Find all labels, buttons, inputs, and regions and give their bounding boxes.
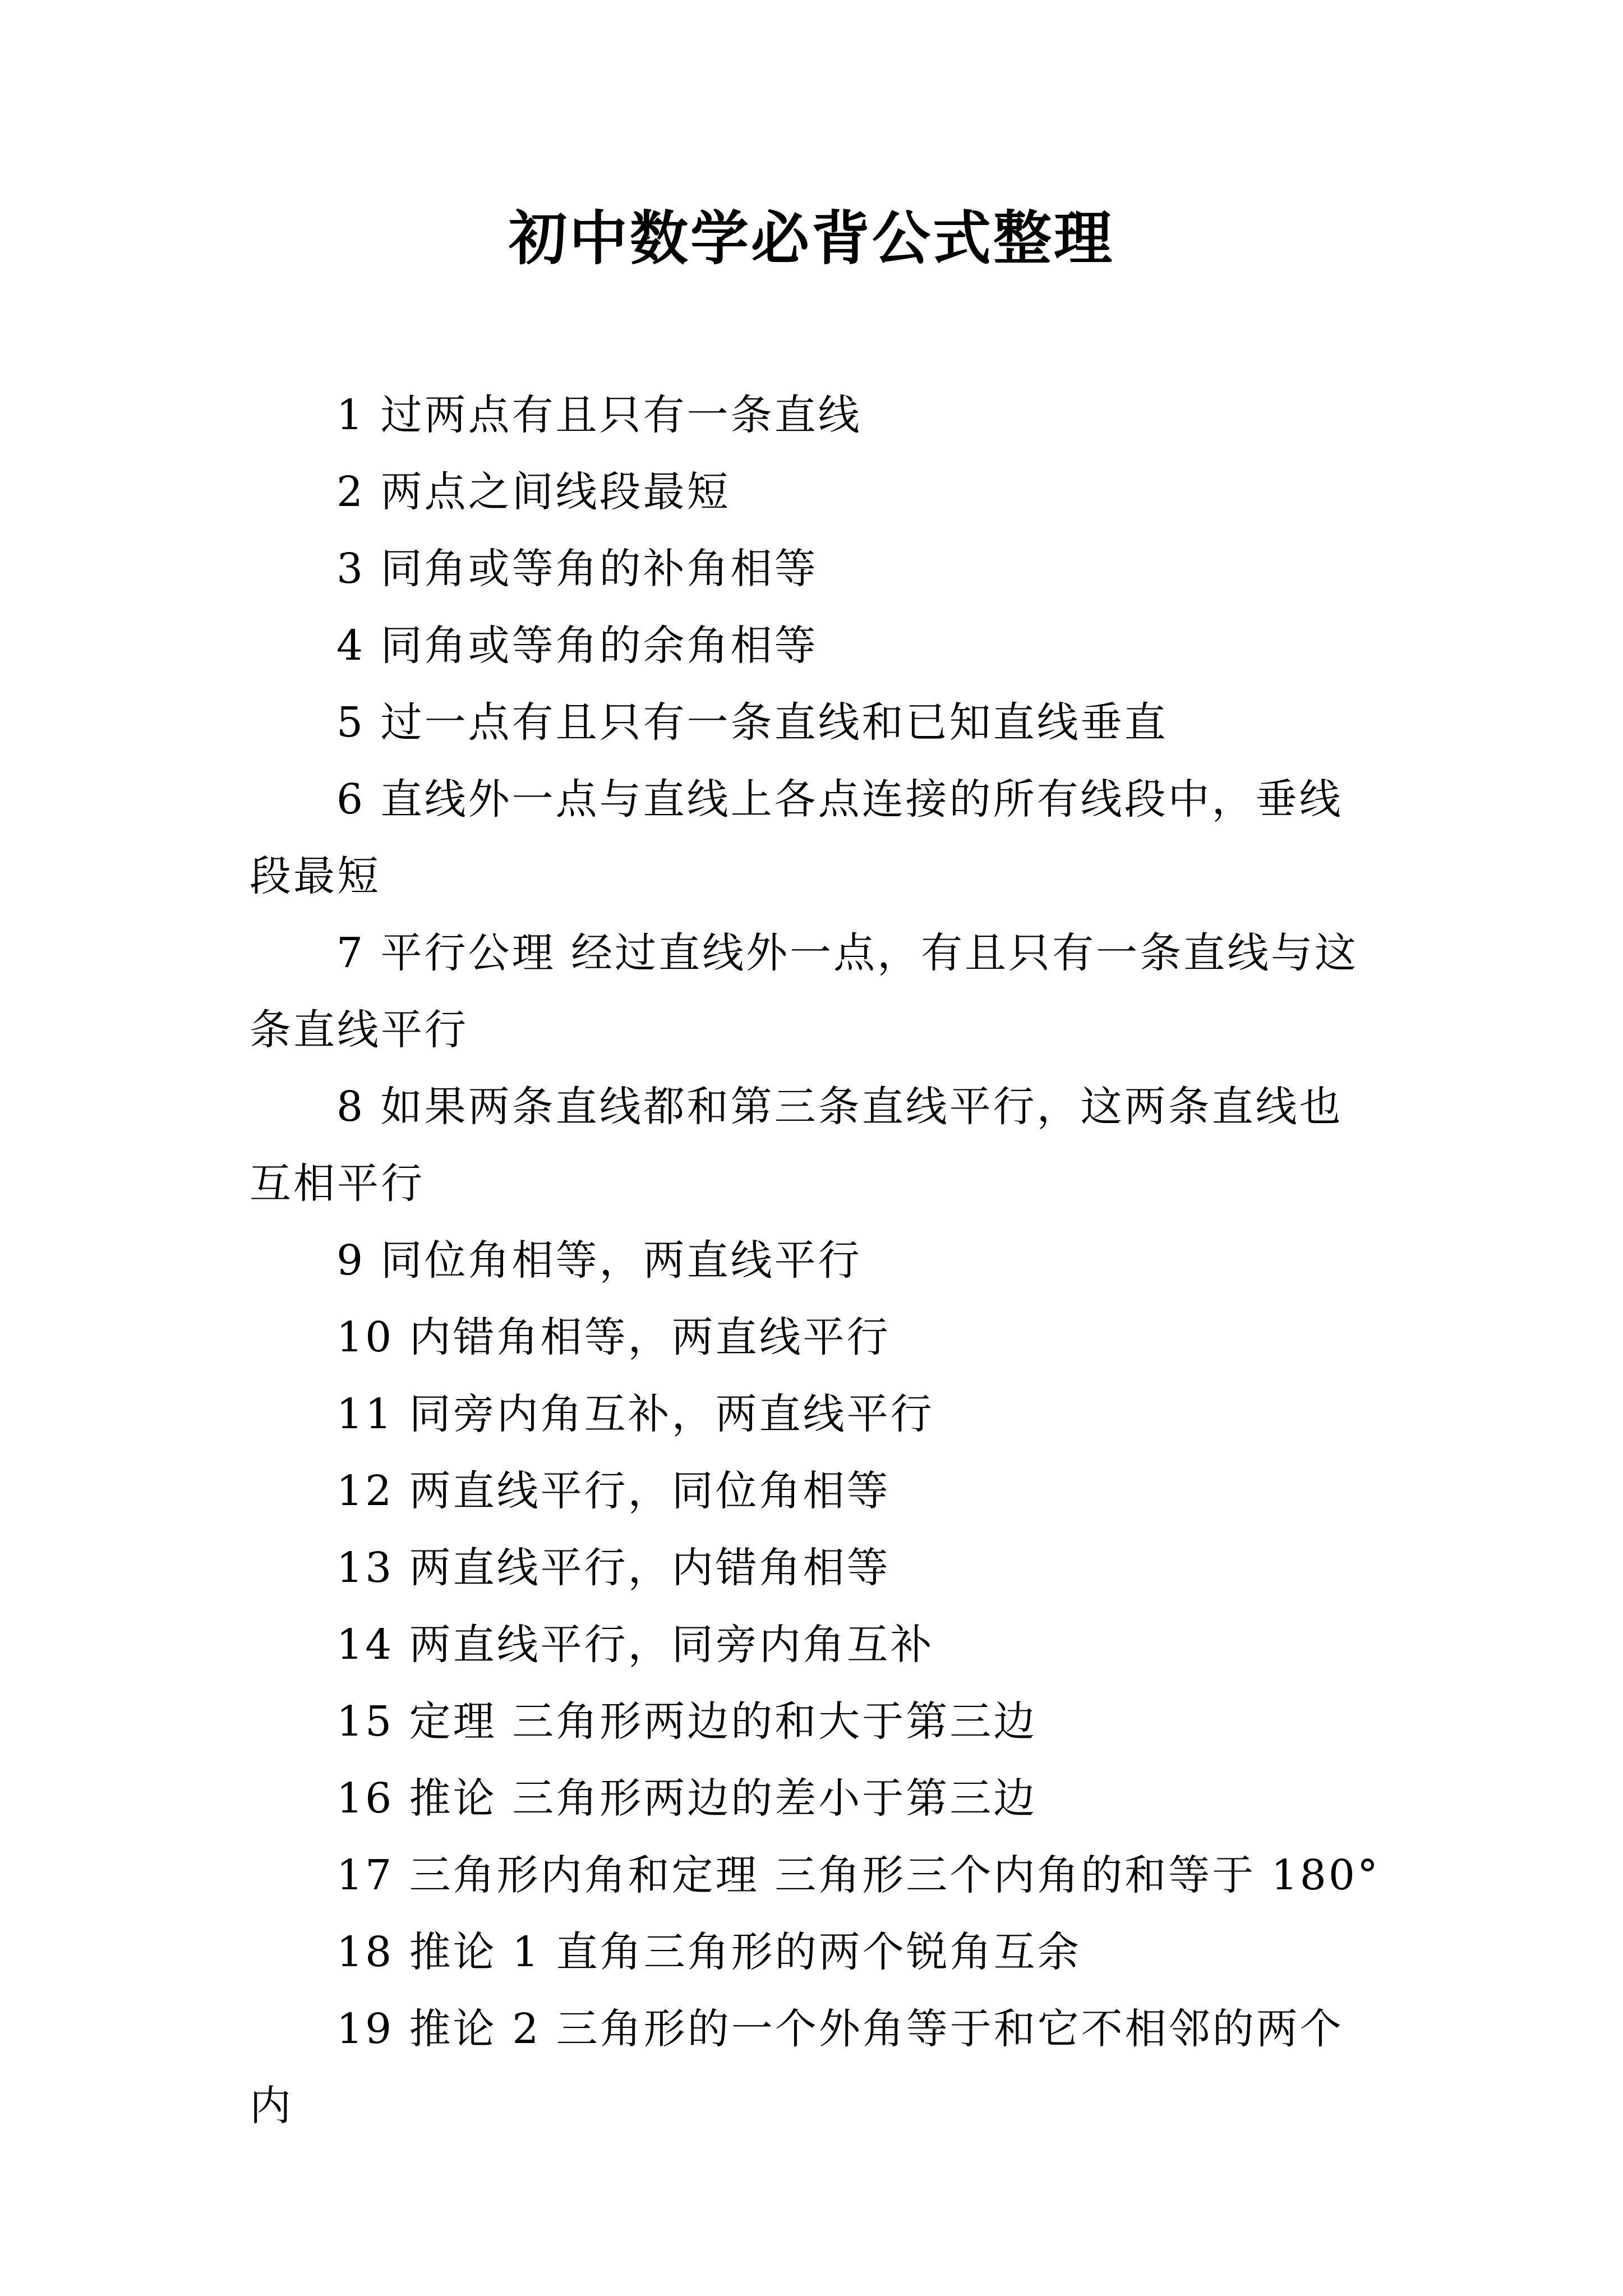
list-item: 2 两点之间线段最短 [336,468,731,516]
list-item: 8 如果两条直线都和第三条直线平行，这两条直线也互相平行 [250,1083,1343,1208]
list-item: 15 定理 三角形两边的和大于第三边 [336,1697,1038,1746]
list-item: 6 直线外一点与直线上各点连接的所有线段中，垂线段最短 [250,775,1343,900]
list-item: 18 推论 1 直角三角形的两个锐角互余 [336,1928,1081,1976]
list-item: 9 同位角相等，两直线平行 [336,1236,862,1285]
list-item: 16 推论 三角形两边的差小于第三边 [336,1774,1038,1823]
list-item: 14 两直线平行，同旁内角互补 [336,1621,934,1669]
list-item: 3 同角或等角的补角相等 [336,545,818,593]
list-item: 12 两直线平行，同位角相等 [336,1467,891,1515]
list-item: 5 过一点有且只有一条直线和已知直线垂直 [336,698,1168,747]
list-item: 7 平行公理 经过直线外一点，有且只有一条直线与这条直线平行 [250,929,1359,1054]
formula-list [250,377,1382,2145]
list-item: 13 两直线平行，内错角相等 [336,1544,891,1592]
list-item: 1 过两点有且只有一条直线 [336,391,862,439]
list-item: 17 三角形内角和定理 三角形三个内角的和等于 180° [336,1851,1380,1899]
list-item: 10 内错角相等，两直线平行 [336,1313,891,1361]
list-item: 19 推论 2 三角形的一个外角等于和它不相邻的两个内 [250,2005,1344,2130]
document-title: 初中数学必背公式整理 [508,204,1114,273]
list-item: 11 同旁内角互补，两直线平行 [336,1390,934,1438]
list-item: 4 同角或等角的余角相等 [336,622,818,670]
